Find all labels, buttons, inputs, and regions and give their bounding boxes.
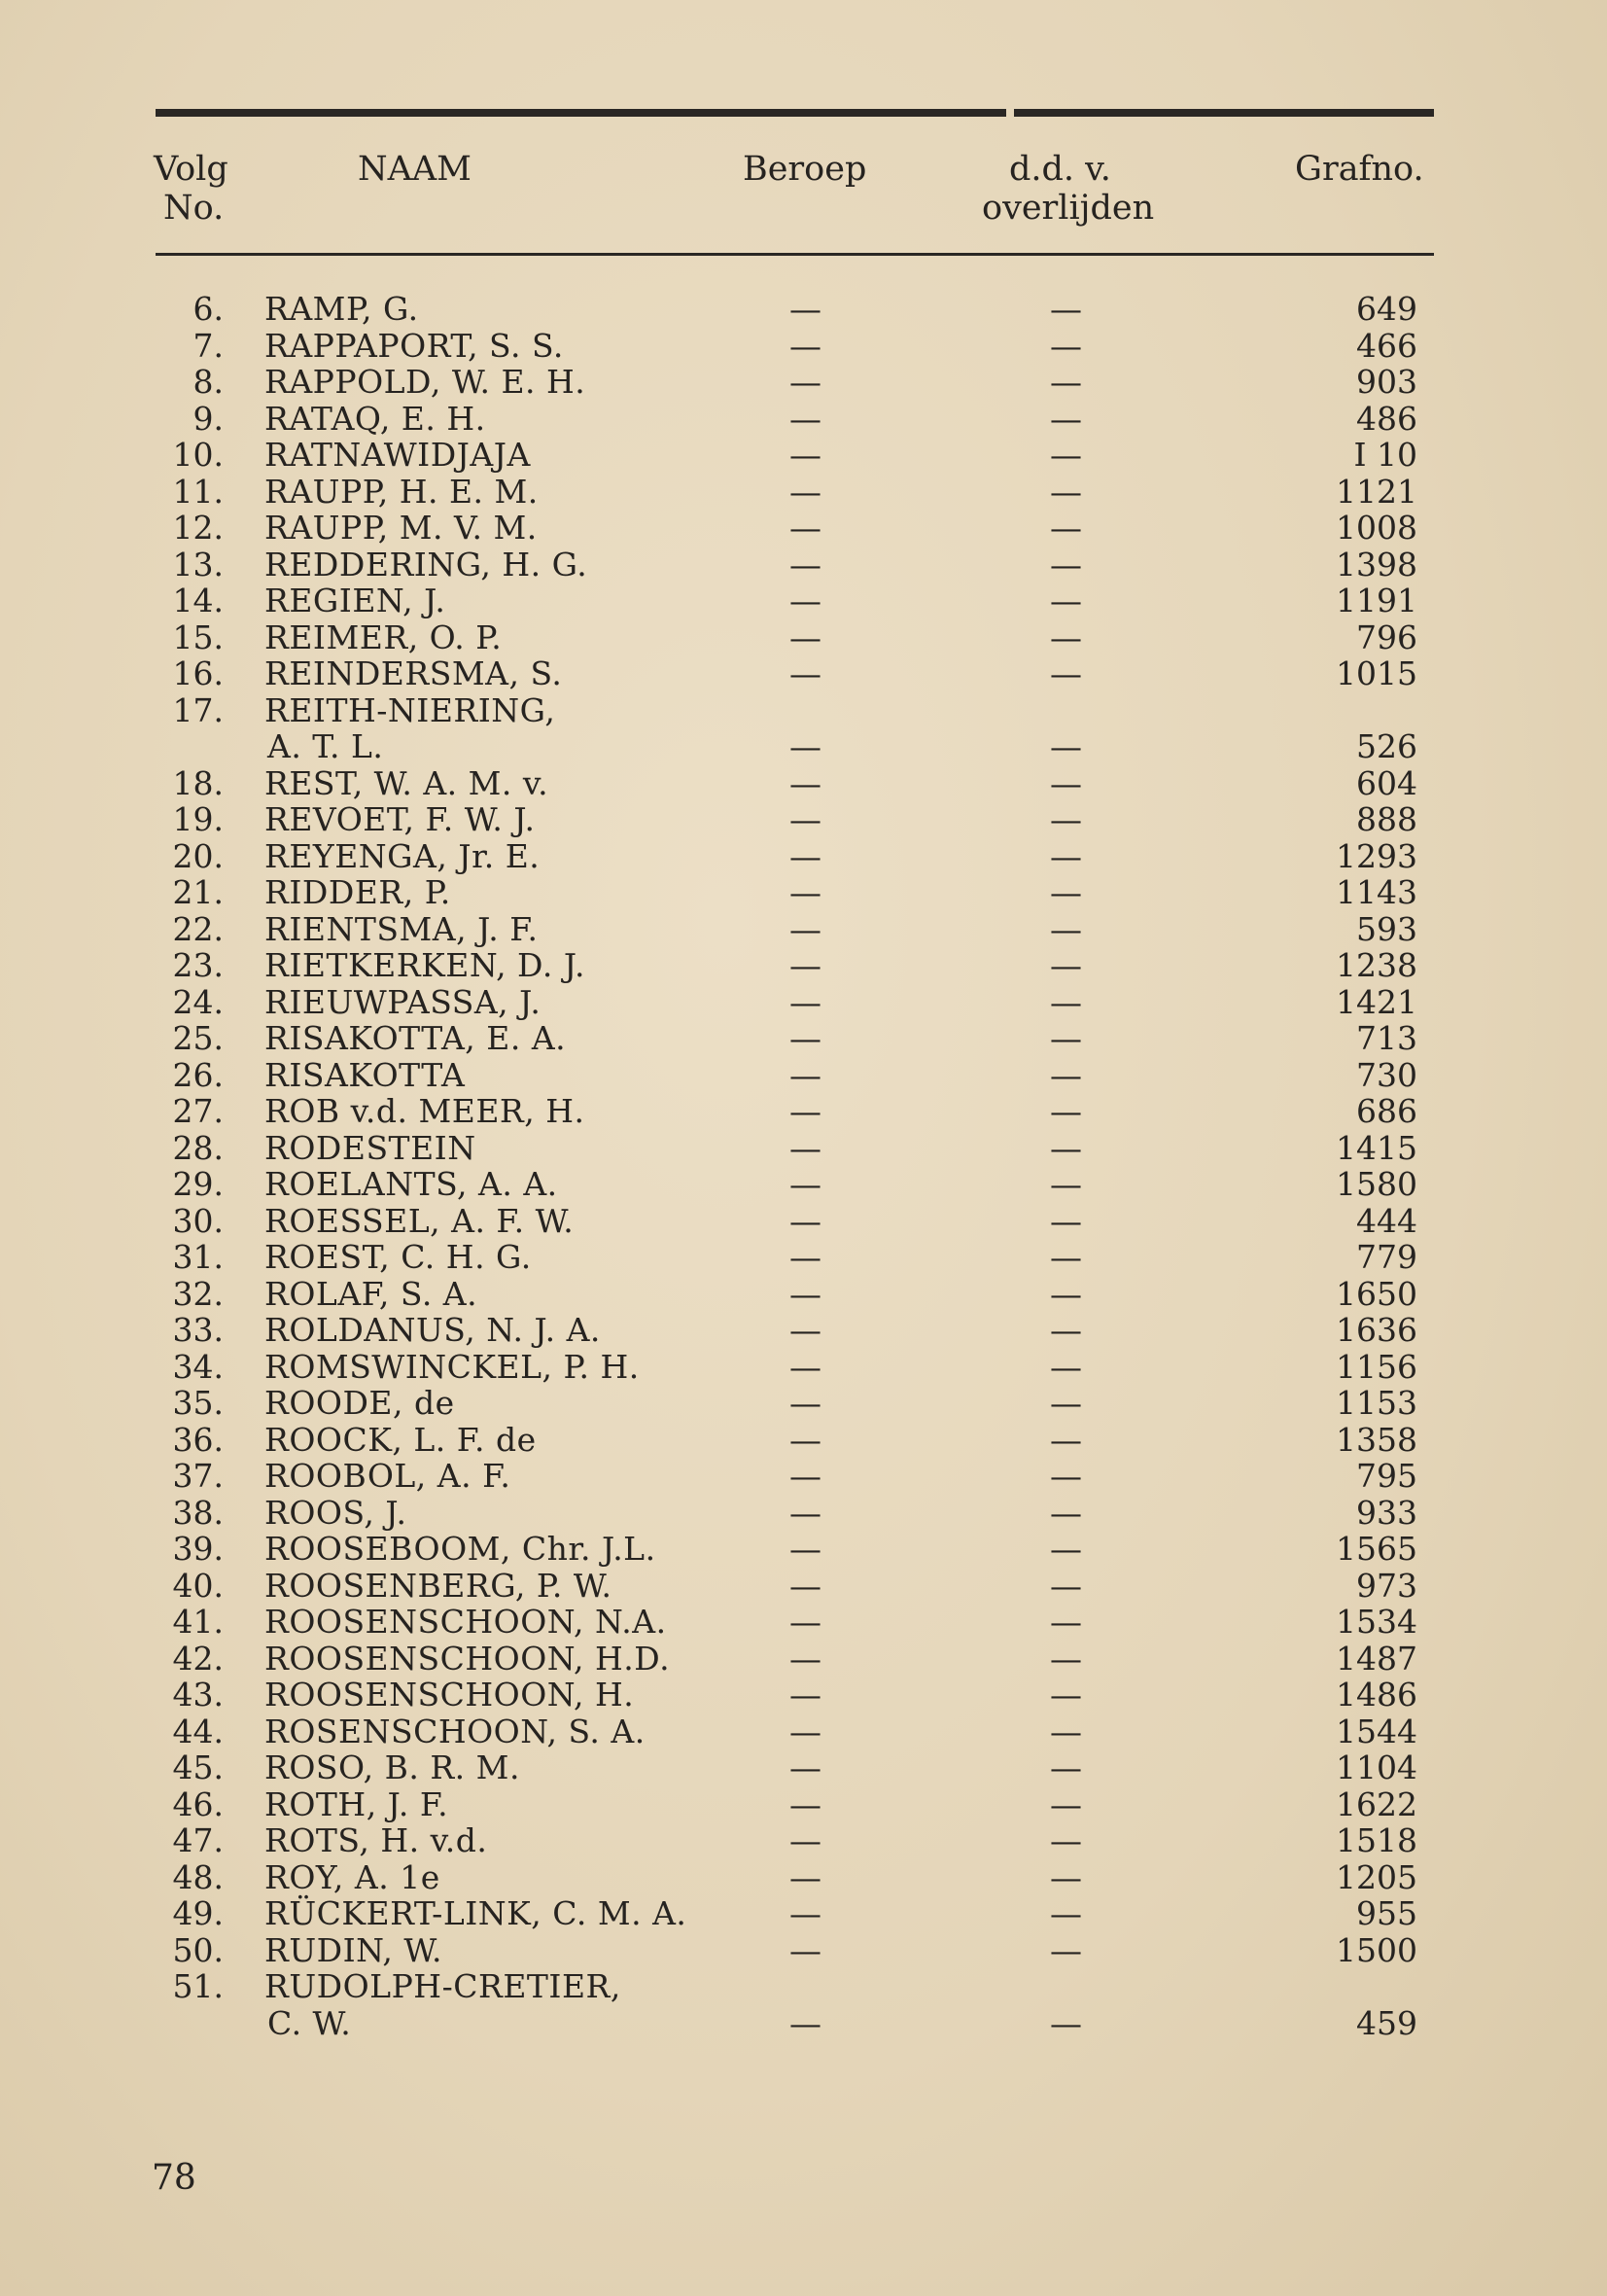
row-number: 40. — [172, 1566, 224, 1605]
row-name: RAMP, G. — [264, 290, 419, 328]
header-rule — [156, 253, 1434, 256]
row-name: REDDERING, H. G. — [264, 545, 588, 583]
row-name: REGIEN, J. — [264, 582, 446, 619]
row-ddv: — — [1050, 982, 1082, 1021]
row-name: REINDERSMA, S. — [264, 654, 563, 692]
row-number: 50. — [172, 1930, 224, 1969]
table-row — [0, 1021, 1607, 1056]
row-number: 47. — [172, 1821, 224, 1859]
row-number: 16. — [172, 654, 224, 692]
table-row — [0, 1784, 1607, 1823]
row-name: RISAKOTTA — [264, 1055, 466, 1094]
table-row — [0, 1274, 1607, 1313]
row-grafno: 713 — [1356, 1019, 1417, 1057]
row-name: ROSENSCHOON, S. A. — [264, 1712, 646, 1750]
row-ddv: — — [1050, 436, 1082, 474]
table-row — [0, 763, 1607, 802]
row-beroep: — — [789, 545, 821, 583]
row-name: ROEST, C. H. G. — [264, 1238, 532, 1276]
row-grafno: 1153 — [1336, 1384, 1417, 1422]
row-number: 11. — [172, 472, 224, 511]
row-beroep: — — [789, 1857, 821, 1896]
table-row — [0, 1386, 1607, 1421]
row-grafno: 973 — [1356, 1566, 1417, 1605]
table-row — [0, 875, 1607, 910]
row-ddv: — — [1050, 1639, 1082, 1678]
row-beroep: — — [789, 2003, 821, 2042]
row-grafno: 1580 — [1336, 1165, 1417, 1203]
row-number: 37. — [172, 1457, 224, 1495]
row-name: ROOSEBOOM, Chr. J.L. — [264, 1530, 656, 1568]
row-grafno: 1544 — [1336, 1712, 1417, 1750]
row-number: 43. — [172, 1676, 224, 1713]
row-beroep: — — [789, 1493, 821, 1532]
row-number: 21. — [172, 873, 224, 911]
row-grafno: 1421 — [1336, 982, 1417, 1021]
row-beroep: — — [789, 363, 821, 401]
row-grafno: 779 — [1356, 1238, 1417, 1276]
row-ddv: — — [1050, 1493, 1082, 1532]
row-grafno: 459 — [1356, 2003, 1417, 2042]
row-ddv: — — [1050, 1457, 1082, 1495]
row-name: ROB v.d. MEER, H. — [264, 1092, 585, 1130]
table-row — [0, 1493, 1607, 1532]
row-number: 29. — [172, 1165, 224, 1203]
row-ddv: — — [1050, 545, 1082, 583]
row-grafno: 1121 — [1336, 472, 1417, 511]
row-name: RIDDER, P. — [264, 873, 451, 911]
row-ddv: — — [1050, 873, 1082, 911]
row-name: RUDOLPH-CRETIER, — [264, 1967, 621, 2005]
row-number: 8. — [192, 363, 224, 401]
row-grafno: 1398 — [1336, 545, 1417, 583]
row-grafno: 1534 — [1336, 1603, 1417, 1641]
row-grafno: 1565 — [1336, 1530, 1417, 1568]
row-beroep: — — [789, 1784, 821, 1823]
row-ddv: — — [1050, 1857, 1082, 1896]
row-beroep: — — [789, 1092, 821, 1130]
row-name: ROOSENBERG, P. W. — [264, 1566, 612, 1605]
row-beroep: — — [789, 1201, 821, 1240]
row-number: 26. — [172, 1055, 224, 1094]
row-beroep: — — [789, 1530, 821, 1568]
row-ddv: — — [1050, 836, 1082, 875]
row-grafno: 1008 — [1336, 509, 1417, 547]
row-number: 7. — [192, 326, 224, 365]
table-row — [0, 511, 1607, 546]
table-row — [0, 399, 1607, 438]
row-grafno: 903 — [1356, 363, 1417, 401]
table-row — [0, 1313, 1607, 1348]
row-name: ROOS, J. — [264, 1493, 407, 1532]
row-grafno: 1293 — [1336, 836, 1417, 875]
top-rule-left — [156, 109, 1006, 117]
row-name: RATNAWIDJAJA — [264, 436, 531, 474]
row-beroep: — — [789, 1238, 821, 1276]
row-ddv: — — [1050, 654, 1082, 692]
row-number: 42. — [172, 1639, 224, 1678]
row-ddv: — — [1050, 509, 1082, 547]
row-name: RÜCKERT-LINK, C. M. A. — [264, 1894, 687, 1932]
row-ddv: — — [1050, 727, 1082, 765]
row-name: REYENGA, Jr. E. — [264, 836, 541, 875]
row-grafno: 1015 — [1336, 654, 1417, 692]
header-ddv: d.d. v. — [1009, 150, 1111, 189]
table-row — [0, 292, 1607, 327]
row-number: 36. — [172, 1420, 224, 1459]
table-row — [0, 1201, 1607, 1240]
row-beroep: — — [789, 836, 821, 875]
table-row — [0, 326, 1607, 365]
row-grafno: 686 — [1356, 1092, 1417, 1130]
row-number: 24. — [172, 982, 224, 1021]
header-grafno: Grafno. — [1295, 150, 1424, 189]
row-beroep: — — [789, 399, 821, 438]
row-name: RIENTSMA, J. F. — [264, 909, 539, 948]
row-beroep: — — [789, 1603, 821, 1641]
page-number: 78 — [152, 2158, 196, 2198]
row-ddv: — — [1050, 1311, 1082, 1349]
table-row — [0, 690, 1607, 729]
row-number: 51. — [172, 1967, 224, 2005]
row-grafno: 888 — [1356, 800, 1417, 838]
row-name: ROY, A. 1e — [264, 1857, 440, 1896]
row-grafno: 1358 — [1336, 1420, 1417, 1459]
table-row — [0, 656, 1607, 691]
row-number: 28. — [172, 1128, 224, 1167]
row-ddv: — — [1050, 1748, 1082, 1786]
row-ddv: — — [1050, 1566, 1082, 1605]
row-beroep: — — [789, 618, 821, 656]
row-number: 27. — [172, 1092, 224, 1130]
row-ddv: — — [1050, 1821, 1082, 1859]
row-number: 32. — [172, 1274, 224, 1313]
row-name: A. T. L. — [267, 727, 384, 765]
row-ddv: — — [1050, 1384, 1082, 1422]
row-number: 6. — [192, 290, 224, 328]
row-number: 44. — [172, 1712, 224, 1750]
row-ddv: — — [1050, 1676, 1082, 1713]
row-ddv: — — [1050, 582, 1082, 619]
row-name: REVOET, F. W. J. — [264, 800, 536, 838]
row-grafno: 1104 — [1336, 1748, 1417, 1786]
table-row — [0, 982, 1607, 1021]
row-grafno: 1156 — [1336, 1347, 1417, 1386]
row-grafno: 593 — [1356, 909, 1417, 948]
row-beroep: — — [789, 654, 821, 692]
row-beroep: — — [789, 1748, 821, 1786]
row-name: RAPPOLD, W. E. H. — [264, 363, 586, 401]
row-beroep: — — [789, 982, 821, 1021]
row-beroep: — — [789, 909, 821, 948]
row-grafno: 466 — [1356, 326, 1417, 365]
row-beroep: — — [789, 1311, 821, 1349]
row-number: 46. — [172, 1784, 224, 1823]
table-row — [0, 909, 1607, 948]
row-grafno: 1487 — [1336, 1639, 1417, 1678]
row-beroep: — — [789, 1566, 821, 1605]
row-beroep: — — [789, 1676, 821, 1713]
row-grafno: 604 — [1356, 763, 1417, 802]
table-row — [0, 1750, 1607, 1785]
row-grafno: 444 — [1356, 1201, 1417, 1240]
row-ddv: — — [1050, 1894, 1082, 1932]
row-number: 10. — [172, 436, 224, 474]
row-name: ROESSEL, A. F. W. — [264, 1201, 575, 1240]
row-number: 9. — [192, 399, 224, 438]
table-row — [0, 1240, 1607, 1275]
row-number: 15. — [172, 618, 224, 656]
row-beroep: — — [789, 1165, 821, 1203]
row-number: 33. — [172, 1311, 224, 1349]
row-ddv: — — [1050, 1055, 1082, 1094]
row-beroep: — — [789, 472, 821, 511]
row-name: ROOSENSCHOON, H.D. — [264, 1639, 671, 1678]
row-name: ROOSENSCHOON, N.A. — [264, 1603, 667, 1641]
row-grafno: 796 — [1356, 618, 1417, 656]
row-grafno: 1415 — [1336, 1128, 1417, 1167]
row-name: RIETKERKEN, D. J. — [264, 946, 585, 984]
row-grafno: 526 — [1356, 727, 1417, 765]
row-name: RAPPAPORT, S. S. — [264, 326, 564, 365]
row-ddv: — — [1050, 1712, 1082, 1750]
row-number: 19. — [172, 800, 224, 838]
row-beroep: — — [789, 509, 821, 547]
row-name: RAUPP, H. E. M. — [264, 472, 539, 511]
row-beroep: — — [789, 290, 821, 328]
header-volg: Volg — [154, 150, 228, 189]
row-beroep: — — [789, 1384, 821, 1422]
row-grafno: 1486 — [1336, 1676, 1417, 1713]
row-ddv: — — [1050, 1784, 1082, 1823]
table-row — [0, 836, 1607, 875]
row-name: ROODE, de — [264, 1384, 455, 1422]
row-ddv: — — [1050, 909, 1082, 948]
row-grafno: 1238 — [1336, 946, 1417, 984]
row-name: ROSO, B. R. M. — [264, 1748, 520, 1786]
row-number: 18. — [172, 763, 224, 802]
row-name: ROTS, H. v.d. — [264, 1821, 488, 1859]
row-grafno: 955 — [1356, 1894, 1417, 1932]
row-beroep: — — [789, 1274, 821, 1313]
row-beroep: — — [789, 1019, 821, 1057]
row-name: RAUPP, M. V. M. — [264, 509, 538, 547]
table-row — [0, 802, 1607, 837]
row-ddv: — — [1050, 1092, 1082, 1130]
table-row — [0, 1459, 1607, 1494]
row-number: 38. — [172, 1493, 224, 1532]
row-number: 23. — [172, 946, 224, 984]
row-name: ROOBOL, A. F. — [264, 1457, 511, 1495]
row-ddv: — — [1050, 1019, 1082, 1057]
row-name: REITH-NIERING, — [264, 690, 556, 729]
row-name: ROOSENSCHOON, H. — [264, 1676, 635, 1713]
table-row — [0, 583, 1607, 618]
row-name: ROMSWINCKEL, P. H. — [264, 1347, 640, 1386]
row-ddv: — — [1050, 1420, 1082, 1459]
row-ddv: — — [1050, 1201, 1082, 1240]
row-name: RIEUWPASSA, J. — [264, 982, 541, 1021]
table-row — [0, 948, 1607, 983]
row-ddv: — — [1050, 1238, 1082, 1276]
row-ddv: — — [1050, 290, 1082, 328]
row-number: 25. — [172, 1019, 224, 1057]
row-grafno: 730 — [1356, 1055, 1417, 1094]
row-beroep: — — [789, 1347, 821, 1386]
row-ddv: — — [1050, 1128, 1082, 1167]
row-grafno: 1205 — [1336, 1857, 1417, 1896]
row-number: 30. — [172, 1201, 224, 1240]
row-ddv: — — [1050, 326, 1082, 365]
table-row — [0, 1055, 1607, 1094]
row-grafno: 795 — [1356, 1457, 1417, 1495]
row-beroep: — — [789, 582, 821, 619]
row-beroep: — — [789, 800, 821, 838]
row-ddv: — — [1050, 1930, 1082, 1969]
row-name: ROLAF, S. A. — [264, 1274, 478, 1313]
row-grafno: 486 — [1356, 399, 1417, 438]
row-ddv: — — [1050, 1347, 1082, 1386]
row-number: 13. — [172, 545, 224, 583]
row-name: RISAKOTTA, E. A. — [264, 1019, 567, 1057]
row-beroep: — — [789, 727, 821, 765]
row-beroep: — — [789, 763, 821, 802]
row-number: 34. — [172, 1347, 224, 1386]
table-row — [0, 472, 1607, 511]
row-beroep: — — [789, 946, 821, 984]
header-beroep: Beroep — [743, 150, 867, 189]
row-number: 49. — [172, 1894, 224, 1932]
table-row — [0, 1896, 1607, 1931]
table-row — [0, 1167, 1607, 1202]
row-grafno: 1622 — [1336, 1784, 1417, 1823]
row-number: 12. — [172, 509, 224, 547]
table-row — [0, 1605, 1607, 1640]
table-row — [0, 545, 1607, 583]
table-row — [0, 1532, 1607, 1567]
row-name: ROOCK, L. F. de — [264, 1420, 537, 1459]
row-name: ROLDANUS, N. J. A. — [264, 1311, 601, 1349]
header-no: No. — [163, 189, 225, 228]
row-ddv: — — [1050, 2003, 1082, 2042]
row-name: REIMER, O. P. — [264, 618, 503, 656]
table-row — [0, 1823, 1607, 1858]
row-ddv: — — [1050, 763, 1082, 802]
row-number: 39. — [172, 1530, 224, 1568]
table-row — [0, 1930, 1607, 1969]
row-beroep: — — [789, 1894, 821, 1932]
table-row — [0, 1566, 1607, 1605]
header-overlijden: overlijden — [982, 189, 1155, 228]
row-beroep: — — [789, 1055, 821, 1094]
row-name: RODESTEIN — [264, 1128, 476, 1167]
top-rule-right — [1014, 109, 1434, 117]
row-name: ROTH, J. F. — [264, 1784, 449, 1823]
row-ddv: — — [1050, 363, 1082, 401]
row-number: 35. — [172, 1384, 224, 1422]
row-ddv: — — [1050, 618, 1082, 656]
table-row — [0, 729, 1607, 764]
row-number: 48. — [172, 1857, 224, 1896]
row-ddv: — — [1050, 1274, 1082, 1313]
row-beroep: — — [789, 1930, 821, 1969]
row-name: C. W. — [267, 2003, 352, 2042]
table-row — [0, 1347, 1607, 1386]
row-ddv: — — [1050, 472, 1082, 511]
row-beroep: — — [789, 1712, 821, 1750]
row-grafno: I 10 — [1353, 436, 1417, 474]
row-beroep: — — [789, 1639, 821, 1678]
row-grafno: 1143 — [1336, 873, 1417, 911]
table-row — [0, 365, 1607, 400]
row-ddv: — — [1050, 1603, 1082, 1641]
table-row — [0, 438, 1607, 473]
row-number: 22. — [172, 909, 224, 948]
row-grafno: 1191 — [1336, 582, 1417, 619]
row-grafno: 1650 — [1336, 1274, 1417, 1313]
table-row — [0, 1969, 1607, 2004]
header-naam: NAAM — [358, 150, 472, 189]
row-beroep: — — [789, 1821, 821, 1859]
row-beroep: — — [789, 1128, 821, 1167]
table-row — [0, 1857, 1607, 1896]
row-number: 45. — [172, 1748, 224, 1786]
row-number: 31. — [172, 1238, 224, 1276]
row-beroep: — — [789, 873, 821, 911]
row-ddv: — — [1050, 1165, 1082, 1203]
row-ddv: — — [1050, 1530, 1082, 1568]
row-name: REST, W. A. M. v. — [264, 763, 549, 802]
row-ddv: — — [1050, 399, 1082, 438]
row-beroep: — — [789, 436, 821, 474]
table-row — [0, 1678, 1607, 1713]
row-number: 14. — [172, 582, 224, 619]
row-name: ROELANTS, A. A. — [264, 1165, 558, 1203]
table-row — [0, 2003, 1607, 2042]
row-name: RATAQ, E. H. — [264, 399, 486, 438]
row-number: 17. — [172, 690, 224, 729]
row-beroep: — — [789, 1457, 821, 1495]
table-row — [0, 1094, 1607, 1129]
row-ddv: — — [1050, 946, 1082, 984]
row-grafno: 1636 — [1336, 1311, 1417, 1349]
row-number: 41. — [172, 1603, 224, 1641]
row-grafno: 649 — [1356, 290, 1417, 328]
row-beroep: — — [789, 1420, 821, 1459]
table-row — [0, 1714, 1607, 1749]
row-grafno: 933 — [1356, 1493, 1417, 1532]
table-row — [0, 620, 1607, 655]
row-grafno: 1500 — [1336, 1930, 1417, 1969]
row-name: RUDIN, W. — [264, 1930, 443, 1969]
row-beroep: — — [789, 326, 821, 365]
table-row — [0, 1128, 1607, 1167]
row-grafno: 1518 — [1336, 1821, 1417, 1859]
table-row — [0, 1639, 1607, 1678]
row-number: 20. — [172, 836, 224, 875]
row-ddv: — — [1050, 800, 1082, 838]
table-row — [0, 1420, 1607, 1459]
